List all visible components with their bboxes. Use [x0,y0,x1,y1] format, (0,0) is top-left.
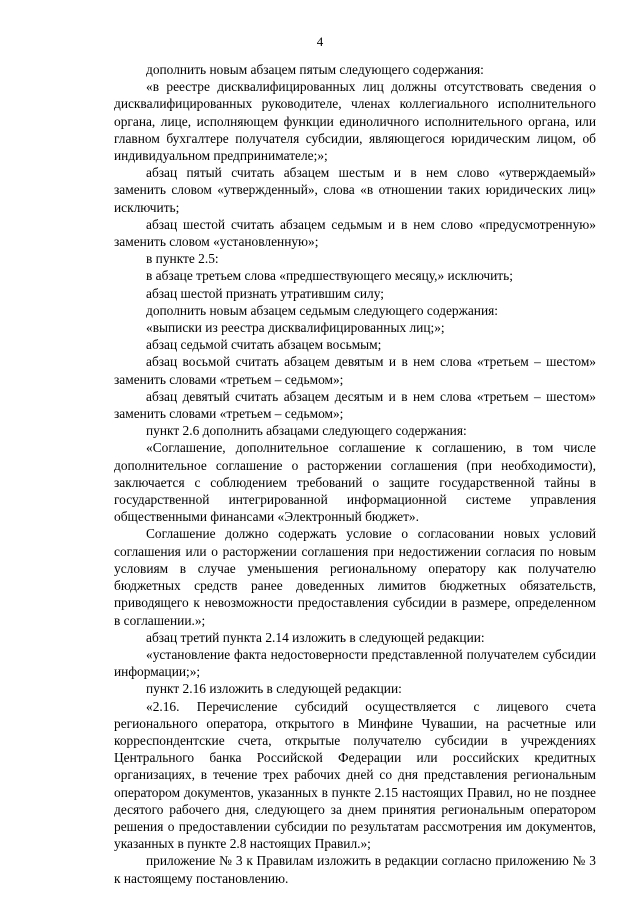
paragraph: «выписки из реестра дисквалифицированных лиц;»; [146,320,445,336]
paragraph: в абзаце третьем слова «предшествующего месяцу,» исключить; [146,268,513,284]
paragraph: дополнить новым абзацем пятым следующего содержания: [146,62,484,77]
paragraph: «в реестре дисквалифицированных лиц должны отсутствовать сведения о дисквалифицированных руководителе, членах коллегиального исполнительного органа, лице, исполняющем функции единоличного исполнительного органа, или главном бухгалтере получателя субсидии, являющегося юридическим лицом, об индивидуальном предпринимателе;»; [114,79,596,164]
paragraph: «Соглашение, дополнительное соглашение к соглашению, в том числе дополнительное соглашение о расторжении соглашения (при необходимости), заключается с соблюдением требований о защите государственной тайны в государственной интегрированной информационной системе управления общественными финансами «Электронный бюджет». [114,440,596,525]
paragraph: «установление факта недостоверности представленной получателем субсидии информации;»; [114,646,596,680]
paragraph: дополнить новым абзацем седьмым следующего содержания: [146,302,498,318]
paragraph: абзац шестой признать утратившим силу; [146,285,384,301]
paragraph: «2.16. Перечисление субсидий осуществляется с лицевого счета регионального оператора, открытого в Минфине Чувашии, на расчетные или корреспондентские счета, открытые получателю субсидии в учреждениях Центрального банка Российской Федерации или российских кредитных организациях, в течение трех рабочих дней со дня представления региональным оператором документов, указанных в пункте 2.15 настоящих Правил, но не позднее десятого рабочего дня, следующего за днем принятия региональным оператором решения о предоставлении субсидии по результатам рассмотрения им документов, указанных в пункте 2.8 настоящих Правил.»; [114,698,596,852]
paragraph: абзац девятый считать абзацем десятым и в нем слова «третьем – шестом» заменить словами «третьем – седьмом»; [114,388,596,422]
paragraph: приложение № 3 к Правилам изложить в редакции согласно приложению № 3 к настоящему постановлению. [114,853,596,886]
paragraph: Соглашение должно содержать условие о согласовании новых условий соглашения или о расторжении соглашения при недостижении согласия по новым условиям в случае уменьшения региональному оператору как получателю бюджетных средств ранее доведенных лимитов бюджетных обязательств, приводящего к невозможности предоставления субсидии в размере, определенном в соглашении.»; [114,526,596,628]
paragraph: пункт 2.16 изложить в следующей редакции: [146,681,402,697]
paragraph: абзац третий пункта 2.14 изложить в следующей редакции: [146,629,485,645]
paragraph: в пункте 2.5: [146,251,219,267]
page-number: 4 [316,34,324,49]
paragraph: абзац седьмой считать абзацем восьмым; [146,337,382,353]
paragraph: абзац восьмой считать абзацем девятым и в нем слова «третьем – шестом» заменить словами «третьем – седьмом»; [114,354,596,387]
document-body [114,61,596,887]
paragraph: абзац пятый считать абзацем шестым и в нем слово «утверждаемый» заменить словом «утвержденный», слова «в отношении таких юридических лиц» исключить; [114,165,596,215]
paragraph: пункт 2.6 дополнить абзацами следующего содержания: [146,423,467,439]
paragraph: абзац шестой считать абзацем седьмым и в нем слово «предусмотренную» заменить словом «установленную»; [114,216,596,250]
